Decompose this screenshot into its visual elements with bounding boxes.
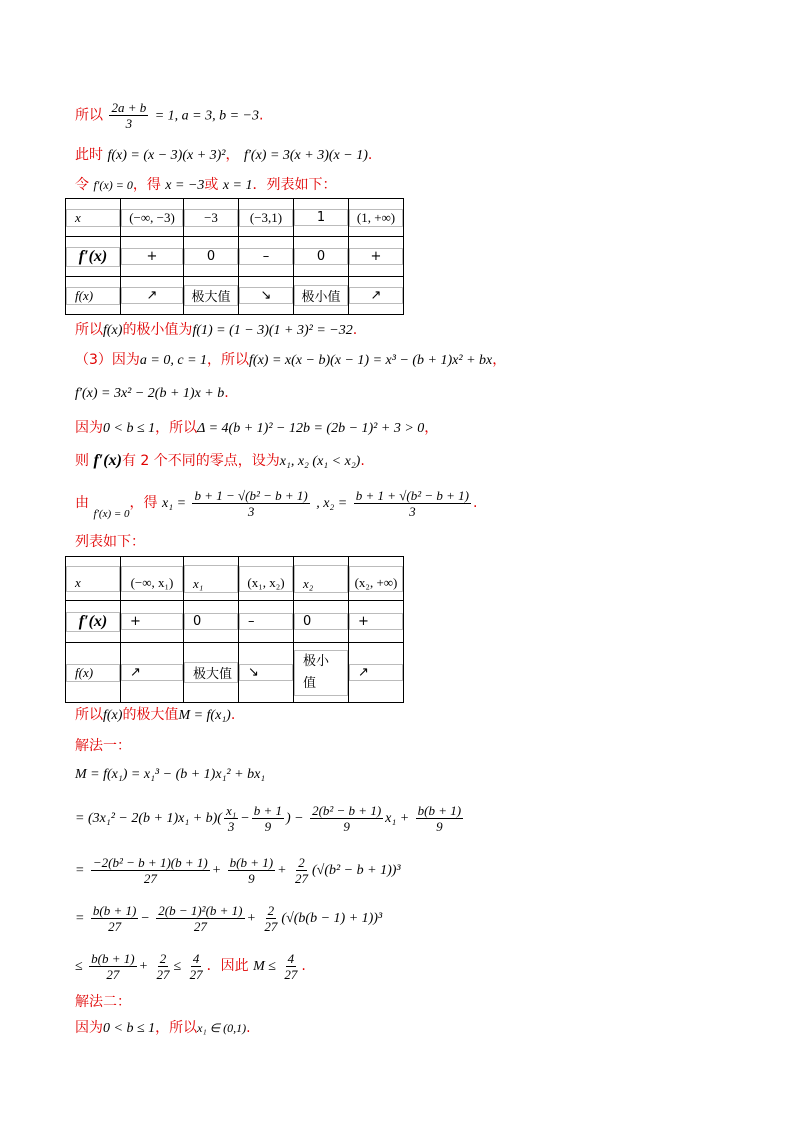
math: f′(x) = 3x² − 2(b + 1)x + b [75,386,225,401]
line-4: 所以f(x)的极小值为f(1) = (1 − 3)(1 + 3)² = −32. [75,322,358,338]
line-11: 所以f(x)的极大值M = f(x₁). [75,707,236,723]
variation-table-1 [65,198,404,315]
math: f′(x) [93,452,122,469]
math: 0 < b ≤ 1 [103,421,156,436]
math: M = f(x₁) [178,708,231,723]
math: f′(x) = 0 [93,178,133,192]
table-cell: – [239,613,293,630]
math: a = 0, c = 1 [139,353,208,368]
table-cell: f(x) [66,287,120,305]
math: Δ = 4(b + 1)² − 12b = (2b − 1)² + 3 > 0 [197,421,425,436]
math: f(x) [103,708,123,723]
table-cell: 极小 值 [294,650,348,696]
line-10: 列表如下： [75,534,145,550]
line-6: f′(x) = 3x² − 2(b + 1)x + b. [75,385,229,401]
table-cell: ↗ [349,664,403,681]
line-3: 令 f′(x) = 0，得 x = −3或 x = 1．列表如下： [75,177,337,193]
table-cell: 极小值 [294,285,348,306]
table-cell: + [121,248,183,265]
math: f′(x) = 0 [93,508,130,520]
line-2: 此时 f(x) = (x − 3)(x + 3)²， f′(x) = 3(x + 3)(x − 1). [75,147,373,163]
table-cell: 0 [184,613,238,630]
math: 0 < b ≤ 1 [103,1021,156,1036]
table-cell: ↗ [121,664,183,681]
line-15: = $\frac{\text{−2(b² − b + 1)(b + 1)}}{27}$ + $\frac{b(b + 1)}{9}$ + $\frac{2}{27}$ (√(b² − b + 1))³ [75,854,401,886]
table-cell: x₁ [184,565,238,593]
table-cell: (1, +∞) [349,209,403,227]
fraction: $\frac{2a + b}{3}$ [111,100,147,131]
math: f(1) = (1 − 3)(1 + 3)² = −32 [192,323,353,338]
line-19: 因为0 < b ≤ 1，所以x₁ ∈ (0,1). [75,1020,251,1036]
table-cell: f(x) [66,664,120,682]
table-cell: 极大值 [184,285,238,306]
math: f(x) [103,323,123,338]
math: x₁, x₂ (x₁ < x₂) [279,454,361,469]
line-17: ≤ $\frac{b(b + 1)}{27}$ + $\frac{2}{27}$ ≤ $\frac{4}{27}$ ．因此 M ≤ $\frac{4}{27}$ . [75,950,306,982]
math: x₁ ∈ (0,1) [197,1021,247,1035]
line-18: 解法二： [75,994,131,1010]
table-cell: 0 [294,248,348,265]
table-cell: 极大值 [184,662,238,683]
table-cell: 0 [294,613,348,630]
table-cell: x [66,209,120,227]
table-cell: (−∞, −3) [121,209,183,227]
line-1: 所以 $\frac{2a + b}{3}$ = 1, a = 3, b = −3. [75,100,264,131]
table-cell: – [239,248,293,265]
text: 所以 [75,107,103,124]
table-cell: −3 [184,209,238,227]
math: M = f(x₁) = x₁³ − (b + 1)x₁² + bx₁ [75,767,266,782]
variation-table-2 [65,556,404,703]
math: = 1, a = 3, b = −3 [154,108,259,124]
table-cell: 0 [184,248,238,265]
table-cell: (x₂, +∞) [349,566,403,592]
fraction: $\frac{\text{b + 1 + √(b² − b + 1)}}{3}$ [355,487,469,519]
math: x = −3 [165,178,205,193]
table-cell: (−∞, x₁) [121,566,183,592]
table-cell: f′(x) [66,612,120,632]
text: 令 [75,177,89,193]
table-cell: ↗ [121,287,183,304]
table-cell: + [349,613,403,630]
line-9: 由 $_{f'(x) = 0}$，得 x₁ = $\frac{\text{b + 1 − √(b² − b + 1)}}{3}$ , x₂ = $\frac{\text{b + 1 + √(b² − b + 1)}}{3}$ . [75,487,478,520]
line-13 [75,764,265,785]
table-cell: 1 [294,209,348,226]
table-cell: f′(x) [66,247,120,267]
table-cell: ↘ [239,664,293,681]
table-cell: + [121,613,183,630]
fraction: $\frac{\text{b + 1 − √(b² − b + 1)}}{3}$ [194,487,308,519]
text: 此时 [75,147,103,163]
math: f′(x) = 3(x + 3)(x − 1) [243,148,368,163]
table-cell: ↗ [349,287,403,304]
table-cell: x [66,566,120,592]
line-12: 解法一： [75,738,131,754]
table-cell: (−3,1) [239,209,293,227]
line-7: 因为0 < b ≤ 1，所以Δ = 4(b + 1)² − 12b = (2b − 1)² + 3 > 0， [75,420,439,436]
table-cell: (x₁, x₂) [239,566,293,592]
table-cell: x₂ [294,565,348,593]
math: x = 1 [222,178,253,193]
line-5: （3）因为a = 0, c = 1，所以f(x) = x(x − b)(x − 1) = x³ − (b + 1)x² + bx， [75,352,507,368]
line-16: = $\frac{b(b + 1)}{27}$ − $\frac{\text{2(b − 1)²(b + 1)}}{27}$ + $\frac{2}{27}$ (√(b(b − 1) + 1))³ [75,902,383,934]
math: f(x) = (x − 3)(x + 3)² [107,148,226,163]
table-cell: ↘ [239,287,293,304]
table-cell: + [349,248,403,265]
math: f(x) = x(x − b)(x − 1) = x³ − (b + 1)x² + bx [249,353,493,368]
line-14: = (3x₁² − 2(b + 1)x₁ + b)( $\frac{\text{x₁}}{3}$ − $\frac{b + 1}{9}$ ) − $\frac{\text{2(b² − b + 1)}}{9}$ x₁ + $\frac{b(b + 1)}{9}$ [75,802,462,834]
line-8: 则 f′(x)有 2 个不同的零点，设为x₁, x₂ (x₁ < x₂). [75,452,365,469]
